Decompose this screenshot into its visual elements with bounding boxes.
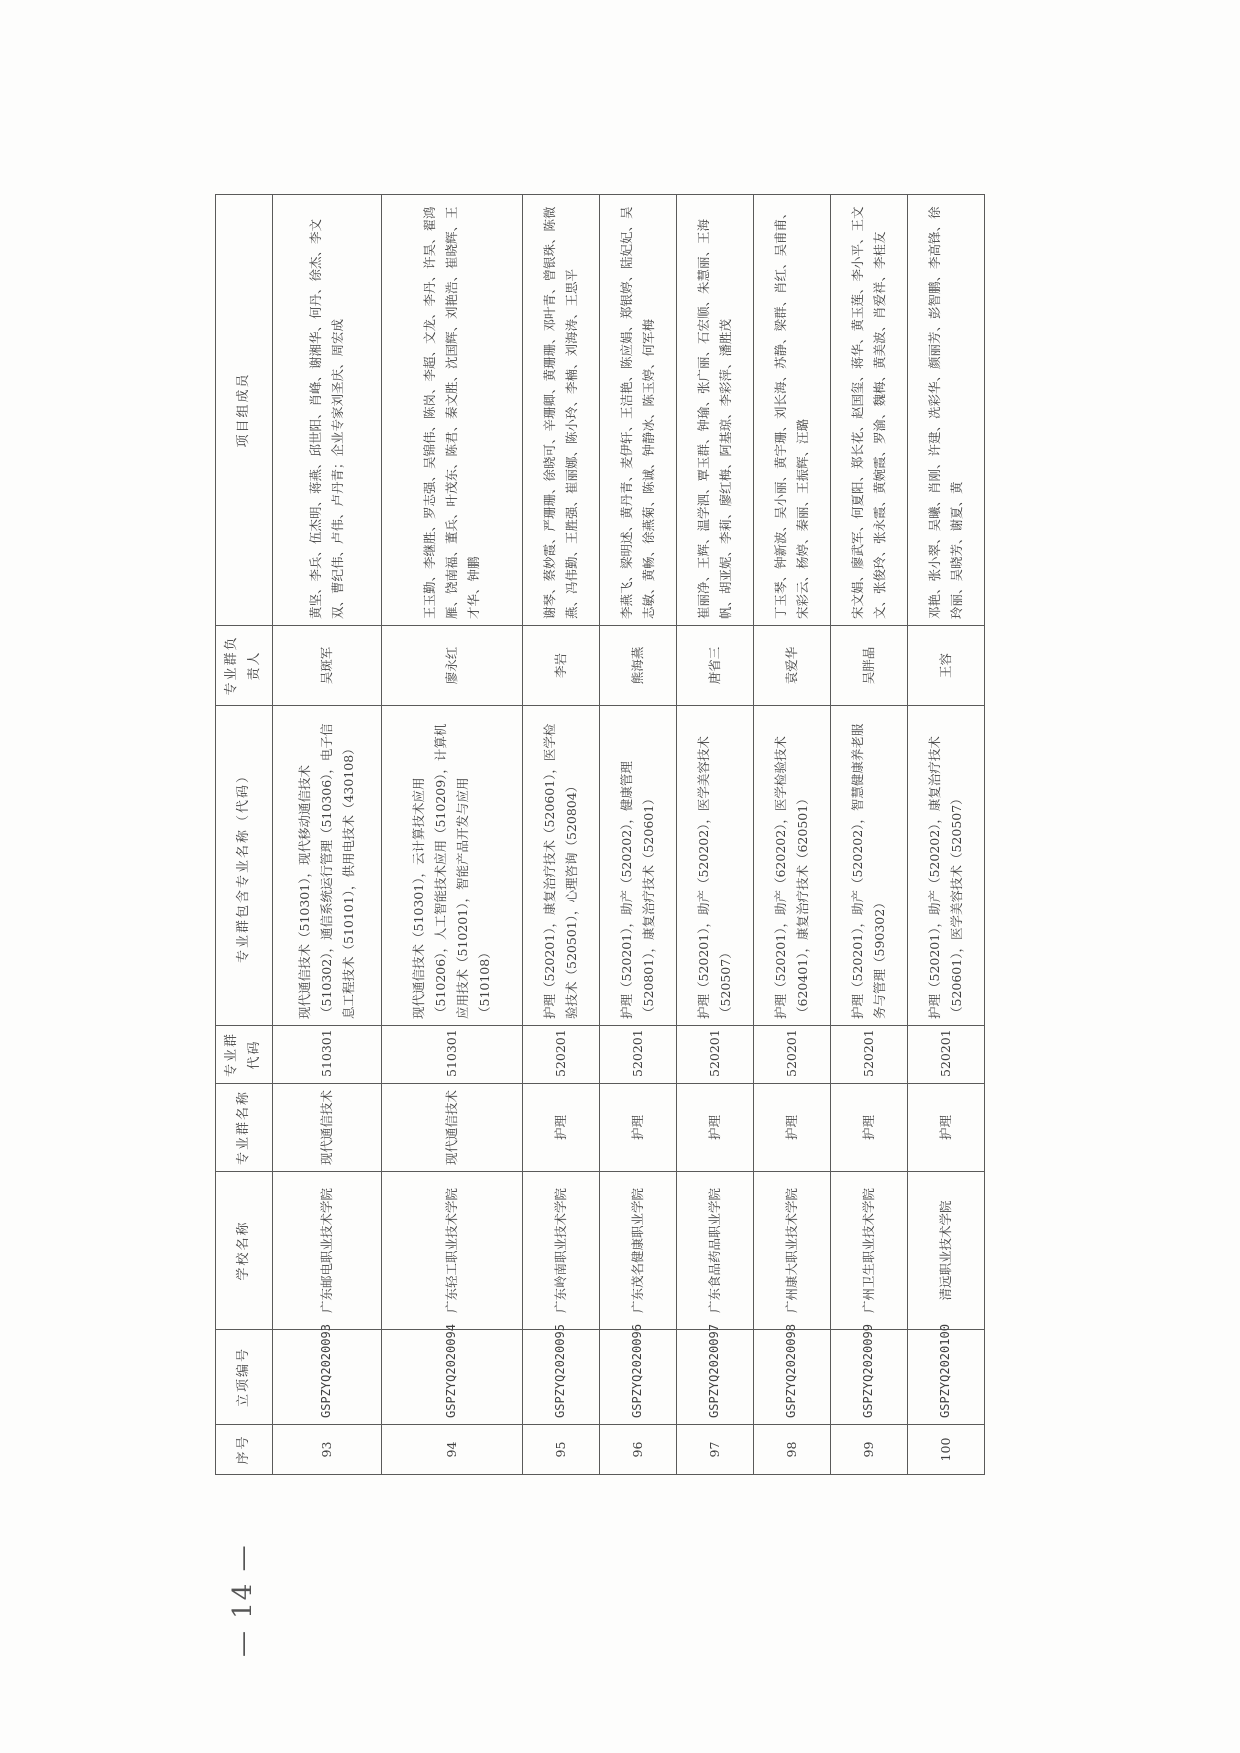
- row-project-id: GSPZYQ2020093: [273, 1330, 382, 1425]
- row-majors: 护理（520201），助产（520202），智慧健康养老服务与管理（590302）: [830, 706, 907, 1026]
- row-leader: 王容: [907, 626, 984, 706]
- table-row: [676, 195, 753, 1475]
- row-school: 广东邮电职业技术学院: [273, 1172, 382, 1330]
- table-row: [753, 195, 830, 1475]
- row-group-name: 护理: [676, 1084, 753, 1172]
- row-majors: 护理（520201），助产（620202），医学检验技术（620401），康复治疗技术（620501）: [753, 706, 830, 1026]
- header-project-id: 立项编号: [216, 1330, 273, 1425]
- table-row: [830, 195, 907, 1475]
- row-group-name: 现代通信技术: [273, 1084, 382, 1172]
- row-group-code: 510301: [273, 1026, 382, 1084]
- row-no: 97: [676, 1425, 753, 1475]
- header-group-code: 专业群代码: [216, 1026, 273, 1084]
- row-members: 宋文娟、廖武军、何夏阳、郑长花、赵国玺、蒋华、黄玉莲、李小平、王文文、张俊玲、张永霞、黄婉霞、罗渝、魏梅、黄美波、肖爱祥、李桂友: [830, 195, 907, 626]
- row-group-name: 现代通信技术: [381, 1084, 522, 1172]
- table-row: [381, 195, 522, 1475]
- header-members: 项目组成员: [216, 195, 273, 626]
- row-group-code: 520201: [599, 1026, 676, 1084]
- row-majors: 护理（520201），康复治疗技术（520601），医学检验技术（520501），心理咨询（520804）: [522, 706, 599, 1026]
- row-leader: 李岩: [522, 626, 599, 706]
- row-no: 94: [381, 1425, 522, 1475]
- row-leader: 廖永红: [381, 626, 522, 706]
- row-group-name: 护理: [522, 1084, 599, 1172]
- page-number: — 14 —: [228, 1543, 258, 1657]
- row-group-code: 520201: [676, 1026, 753, 1084]
- row-no: 96: [599, 1425, 676, 1475]
- row-school: 清远职业技术学院: [907, 1172, 984, 1330]
- row-no: 98: [753, 1425, 830, 1475]
- header-no: 序号: [216, 1425, 273, 1475]
- row-group-name: 护理: [907, 1084, 984, 1172]
- row-majors: 护理（520201），助产（520202），医学美容技术（520507）: [676, 706, 753, 1026]
- row-school: 广东岭南职业技术学院: [522, 1172, 599, 1330]
- header-leader: 专业群负责人: [216, 626, 273, 706]
- row-school: 广东轻工职业技术学院: [381, 1172, 522, 1330]
- row-no: 99: [830, 1425, 907, 1475]
- row-group-code: 520201: [753, 1026, 830, 1084]
- row-project-id: GSPZYQ2020098: [753, 1330, 830, 1425]
- row-no: 100: [907, 1425, 984, 1475]
- row-leader: 唐省三: [676, 626, 753, 706]
- header-group-name: 专业群名称: [216, 1084, 273, 1172]
- row-majors: 护理（520201），助产（520202），康复治疗技术（520601），医学美容技术（520507）: [907, 706, 984, 1026]
- row-group-name: 护理: [830, 1084, 907, 1172]
- row-project-id: GSPZYQ2020094: [381, 1330, 522, 1425]
- table-row: [273, 195, 382, 1475]
- row-group-name: 护理: [753, 1084, 830, 1172]
- row-members: 黄坚、李兵、伍杰明、蒋燕、邱世阳、肖峰、谢湘华、何丹、徐杰、李文双、曹纪伟、卢伟、卢丹青；企业专家刘圣庆、周宏成: [273, 195, 382, 626]
- row-leader: 熊海燕: [599, 626, 676, 706]
- row-school: 广东食品药品职业学院: [676, 1172, 753, 1330]
- row-project-id: GSPZYQ2020097: [676, 1330, 753, 1425]
- row-project-id: GSPZYQ2020095: [522, 1330, 599, 1425]
- row-members: 崔丽净、王辉、温学泗、覃玉群、钟瑜、张广丽、石宏顺、朱慧丽、王海帆、胡亚妮、李莉、廖红梅、阿基琼、李彩萍、潘胜茂: [676, 195, 753, 626]
- row-no: 93: [273, 1425, 382, 1475]
- row-leader: 袁爱华: [753, 626, 830, 706]
- table-row: [599, 195, 676, 1475]
- header-row: [216, 195, 273, 1475]
- row-group-code: 510301: [381, 1026, 522, 1084]
- header-school: 学校名称: [216, 1172, 273, 1330]
- row-members: 李燕飞、梁明述、黄丹青、麦伊轩、王洁艳、陈应娟、郑银婷、陆妃妃、吴志敏、黄畅、徐燕菊、陈诚、钟静冰、陈玉婷、何军梅: [599, 195, 676, 626]
- row-members: 邓艳、张小翠、吴曦、肖刚、许建、冼彩华、颜丽芳、彭智鹏、李高锋、徐玲丽、吴晓芳、谢夏、黄: [907, 195, 984, 626]
- row-majors: 现代通信技术（510301），云计算技术应用（510206），人工智能技术应用（510209），计算机应用技术（510201），智能产品开发与应用（510108）: [381, 706, 522, 1026]
- row-leader: 吴胖晶: [830, 626, 907, 706]
- row-majors: 现代通信技术（510301），现代移动通信技术（510302），通信系统运行管理（510306），电子信息工程技术（510101），供用电技术（430108）: [273, 706, 382, 1026]
- row-no: 95: [522, 1425, 599, 1475]
- row-group-name: 护理: [599, 1084, 676, 1172]
- row-project-id: GSPZYQ2020099: [830, 1330, 907, 1425]
- row-school: 广州卫生职业技术学院: [830, 1172, 907, 1330]
- row-members: 谢琴、蔡妙霞、严珊珊、徐晓可、辛珊卿、黄珊珊、邓叶青、曾银珠、陈微燕、冯伟勤、王胜强、崔丽娜、陈小玲、李楠、刘海涛、王思平: [522, 195, 599, 626]
- row-school: 广东茂名健康职业学院: [599, 1172, 676, 1330]
- table-row: [907, 195, 984, 1475]
- table-row: [522, 195, 599, 1475]
- rotated-table-container: [215, 195, 985, 1475]
- row-school: 广州康大职业技术学院: [753, 1172, 830, 1330]
- header-majors: 专业群包含专业名称（代码）: [216, 706, 273, 1026]
- row-members: 丁玉琴、钟新波、吴小丽、黄宇珊、刘长海、苏静、梁群、肖红、吴甫甫、宋彩云、杨婷、秦丽、王振辉、汪璐: [753, 195, 830, 626]
- row-group-code: 520201: [522, 1026, 599, 1084]
- row-group-code: 520201: [830, 1026, 907, 1084]
- row-leader: 吴斑军: [273, 626, 382, 706]
- row-members: 王玉勤、李继胜、罗志强、吴锦伟、陈岗、李超、文龙、李丹、许昊、翟鸿雁、饶南福、董兵、叶茂东、陈君、秦文胜、沈国辉、刘艳浩、崔晓辉、王才华、钟鹏: [381, 195, 522, 626]
- row-project-id: GSPZYQ2020096: [599, 1330, 676, 1425]
- row-project-id: GSPZYQ2020100: [907, 1330, 984, 1425]
- row-group-code: 520201: [907, 1026, 984, 1084]
- project-table: [215, 194, 985, 1475]
- row-majors: 护理（520201），助产（520202），健康管理（520801），康复治疗技术（520601）: [599, 706, 676, 1026]
